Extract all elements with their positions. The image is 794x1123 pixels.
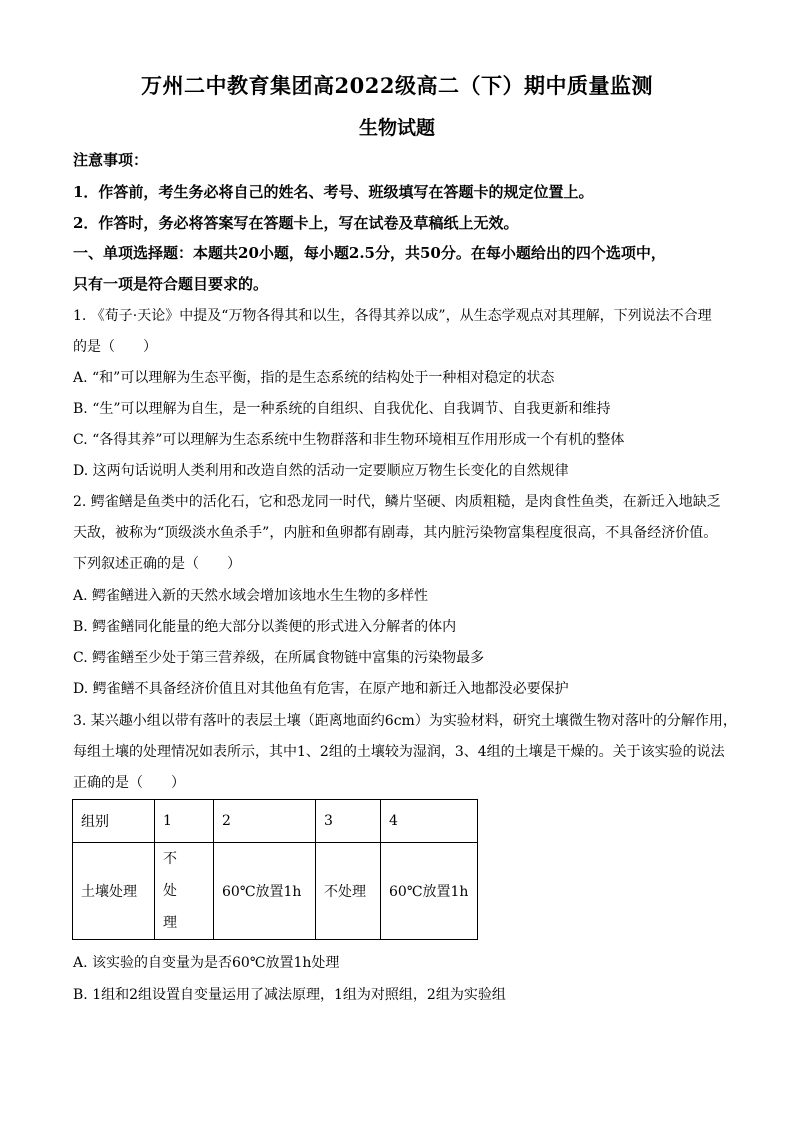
table-cell: 不处理 — [316, 843, 381, 940]
table-cell: 3 — [316, 800, 381, 843]
option-a: A. 该实验的自变量为是否60℃放置1h处理 — [73, 955, 340, 971]
option-b: B. 1组和2组设置自变量运用了减法原理，1组为对照组，2组为实验组 — [73, 987, 506, 1003]
page-subtitle: 生物试题 — [358, 117, 435, 139]
page-title: 万州二中教育集团高2022级高二（下）期中质量监测 — [141, 73, 653, 98]
table-cell: 60℃放置1h — [214, 843, 316, 940]
question-stem: 2. 鳄雀鳝是鱼类中的活化石，它和恐龙同一时代，鳞片坚硬、肉质粗糙，是肉食性鱼类，在新迁入地缺乏 — [73, 494, 721, 510]
table-cell: 2 — [214, 800, 316, 843]
table-header-row — [73, 800, 478, 843]
notice-heading: 注意事项： — [73, 151, 149, 169]
option-a: A. “和”可以理解为生态平衡，指的是生态系统的结构处于一种相对稳定的状态 — [73, 370, 555, 386]
table-row — [73, 843, 478, 940]
table-cell: 组别 — [73, 800, 155, 843]
option-c: C. 鳄雀鳝至少处于第三营养级，在所属食物链中富集的污染物最多 — [73, 650, 485, 666]
section-heading: 一、单项选择题：本题共20小题，每小题2.5分，共50分。在每小题给出的四个选项中， — [73, 244, 666, 262]
option-d: D. 鳄雀鳝不具备经济价值且对其他鱼有危害，在原产地和新迁入地都没必要保护 — [73, 681, 569, 697]
option-b: B. 鳄雀鳝同化能量的绝大部分以粪便的形式进入分解者的体内 — [73, 619, 457, 635]
table-cell: 不处理 — [155, 843, 214, 940]
question-stem: 的是（ ） — [73, 339, 157, 355]
experiment-table — [72, 799, 478, 940]
notice-item: 2．作答时，务必将答案写在答题卡上，写在试卷及草稿纸上无效。 — [73, 214, 519, 232]
question-stem: 天敌，被称为“顶级淡水鱼杀手”，内脏和鱼卵都有剧毒，其内脏污染物富集程度很高，不具备经济价值。 — [73, 525, 718, 541]
option-a: A. 鳄雀鳝进入新的天然水域会增加该地水生生物的多样性 — [73, 588, 429, 604]
option-b: B. “生”可以理解为自生，是一种系统的自组织、自我优化、自我调节、自我更新和维持 — [73, 401, 611, 417]
table-cell: 60℃放置1h — [381, 843, 478, 940]
table-cell: 土壤处理 — [73, 843, 155, 940]
section-heading-cont: 只有一项是符合题目要求的。 — [73, 275, 269, 293]
question-stem: 1. 《荀子·天论》中提及“万物各得其和以生，各得其养以成”，从生态学观点对其理解，下列说法不合理 — [73, 308, 712, 324]
option-d: D. 这两句话说明人类利用和改造自然的活动一定要顺应万物生长变化的自然规律 — [73, 463, 569, 479]
option-c: C. “各得其养”可以理解为生态系统中生物群落和非生物环境相互作用形成一个有机的整体 — [73, 432, 625, 448]
question-stem: 每组土壤的处理情况如表所示，其中1、2组的土壤较为湿润，3、4组的土壤是干燥的。关于该实验的说法 — [73, 744, 725, 760]
table-cell: 4 — [381, 800, 478, 843]
question-stem: 下列叙述正确的是（ ） — [73, 556, 241, 572]
notice-item: 1．作答前，考生务必将自己的姓名、考号、班级填写在答题卡的规定位置上。 — [73, 183, 594, 201]
question-stem: 正确的是（ ） — [73, 775, 185, 791]
table-cell: 1 — [155, 800, 214, 843]
question-stem: 3. 某兴趣小组以带有落叶的表层土壤（距离地面约6cm）为实验材料，研究土壤微生物对落叶的分解作用， — [73, 713, 737, 729]
